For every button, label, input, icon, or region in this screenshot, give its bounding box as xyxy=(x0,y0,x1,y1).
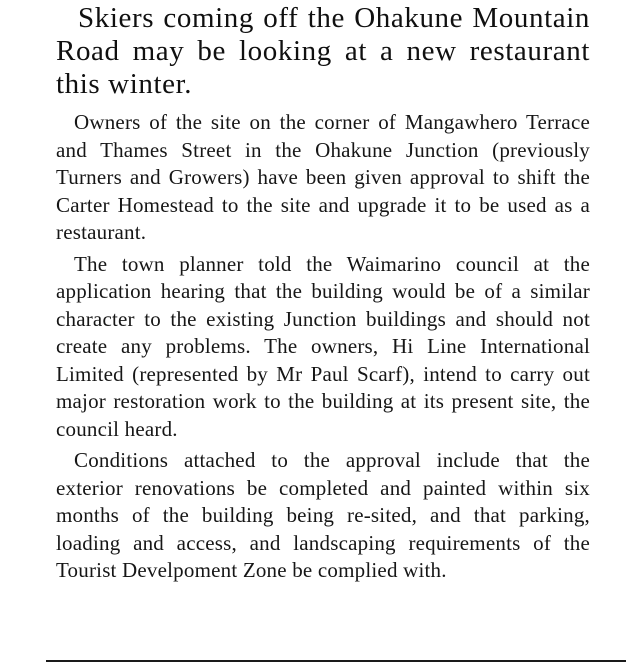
article-headline: Skiers coming off the Ohakune Mountain Road may be looking at a new restaurant this winter. xyxy=(56,2,590,100)
article-paragraph-3: Conditions attached to the approval include that the exterior renovations be completed and painted within six months of the building being re-sited, and that parking, loading and access, and landscaping requirements of the Tourist Develpoment Zone be complied with. xyxy=(56,448,590,582)
article-paragraph-2: The town planner told the Waimarino council at the application hearing that the building would be of a similar character to the existing Junction buildings and should not create any problems. The owners, Hi Line International Limited (represented by Mr Paul Scarf), intend to carry out major restoration work to the building at its present site, the council heard. xyxy=(56,251,590,441)
column-bottom-rule xyxy=(46,660,626,662)
article-paragraph-1: Owners of the site on the corner of Mangawhero Terrace and Thames Street in the Ohakune Junction (previously Turners and Growers) have been given approval to shift the Carter Homestead to the site and upgrade it to be used as a restaurant. xyxy=(56,110,590,244)
article xyxy=(56,2,590,585)
